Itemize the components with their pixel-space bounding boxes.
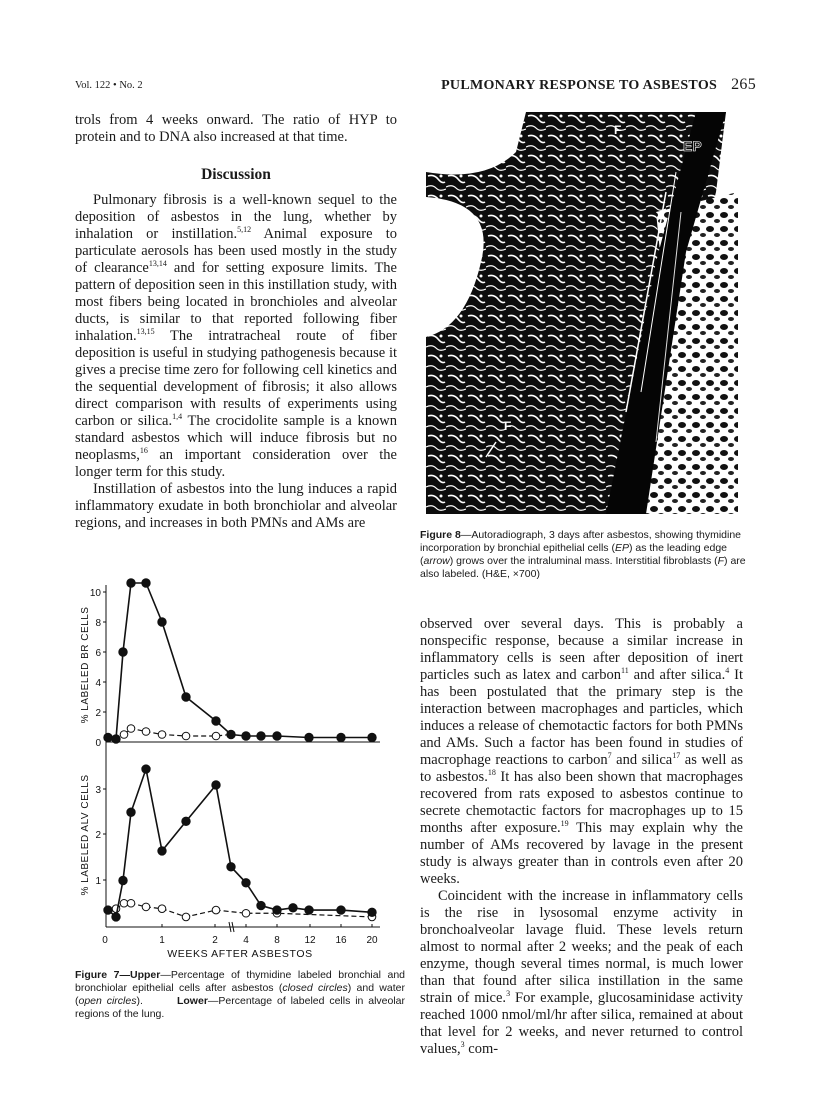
closed-circle-marker <box>337 733 345 741</box>
closed-circle-marker <box>119 648 127 656</box>
open-circle-marker <box>242 909 250 917</box>
left-column <box>75 112 397 532</box>
svg-text:12: 12 <box>304 935 316 946</box>
right-column <box>420 616 743 1058</box>
figure-7-chart <box>60 540 400 960</box>
closed-circle-marker <box>112 913 120 921</box>
open-circle-marker <box>158 731 166 739</box>
upper-y-ticks <box>90 588 102 749</box>
micrograph-label-f-top: F <box>614 123 622 137</box>
lower-y-ticks <box>95 785 101 887</box>
closed-circle-marker <box>273 906 281 914</box>
svg-text:0: 0 <box>102 935 108 946</box>
svg-text:1: 1 <box>95 876 101 887</box>
closed-circle-marker <box>368 733 376 741</box>
closed-circle-marker <box>273 732 281 740</box>
upper-axes <box>103 585 380 742</box>
closed-circle-marker <box>158 618 166 626</box>
closed-circle-marker <box>182 693 190 701</box>
journal-section-title: PULMONARY RESPONSE TO ASBESTOS <box>441 78 718 93</box>
open-circle-marker <box>120 731 128 739</box>
closed-circle-marker <box>112 735 120 743</box>
page-number: 265 <box>731 76 756 93</box>
closed-circle-marker <box>289 904 297 912</box>
closed-circle-marker <box>368 908 376 916</box>
closed-circle-marker <box>127 579 135 587</box>
open-circle-marker <box>142 903 150 911</box>
open-circle-marker <box>127 725 135 733</box>
closed-circle-marker <box>182 817 190 825</box>
lower-asbestos-series <box>104 765 376 921</box>
closed-circle-marker <box>212 781 220 789</box>
closed-circle-marker <box>158 847 166 855</box>
running-header-title <box>441 76 756 94</box>
open-circle-marker <box>182 732 190 740</box>
closed-circle-marker <box>257 732 265 740</box>
figure-8-caption: Figure 8—Autoradiograph, 3 days after asbestos, showing thymidine incorporation by bronchial epithelial cells (EP) as the leading edge (arrow) grows over the intraluminal mass. Interstitial fibroblasts (F) are also labeled. (H&E, ×700) <box>420 529 746 580</box>
closed-circle-marker <box>142 579 150 587</box>
svg-text:2: 2 <box>95 708 101 719</box>
open-circle-marker <box>120 899 128 907</box>
svg-text:16: 16 <box>335 935 347 946</box>
open-circle-marker <box>212 732 220 740</box>
paragraph-enzyme-activity: Coincident with the increase in inflammatory cells is the rise in lysosomal enzyme activity in bronchoalveolar lavage fluid. These levels return almost to normal after 2 weeks; and the peak of each enzyme, though several times normal, is much lower than that found after silica instillation in the same strain of mice.$^3$ For example, glucosaminidase activity reached 1000 nmol/ml/hr after silica, remained at about that level for 2 weeks, and never returned to control values,$^3$ com- <box>420 888 743 1057</box>
svg-text:8: 8 <box>95 618 101 629</box>
micrograph-label-f-bottom: F <box>504 419 512 433</box>
svg-text:2: 2 <box>95 830 101 841</box>
svg-text:2: 2 <box>212 935 218 946</box>
svg-text:20: 20 <box>366 935 378 946</box>
paragraph-continuation: trols from 4 weeks onward. The ratio of HYP to protein and to DNA also increased at that time. <box>75 112 397 145</box>
closed-circle-marker <box>242 879 250 887</box>
closed-circle-marker <box>337 906 345 914</box>
open-circle-marker <box>142 728 150 736</box>
svg-text:0: 0 <box>95 738 101 749</box>
closed-circle-marker <box>305 906 313 914</box>
paragraph-discussion-2: Instillation of asbestos into the lung induces a rapid inflammatory exudate in both bronchiolar and alveolar regions, and increases in both PMNs and AMs are <box>75 481 397 531</box>
x-ticks <box>102 935 378 946</box>
lower-y-label: % LABELED ALV CELLS <box>80 774 91 896</box>
upper-y-label: % LABELED BR CELLS <box>80 606 91 724</box>
closed-circle-marker <box>142 765 150 773</box>
running-header-volume: Vol. 122 • No. 2 <box>75 80 143 91</box>
closed-circle-marker <box>212 717 220 725</box>
svg-text:8: 8 <box>274 935 280 946</box>
upper-asbestos-series <box>104 579 376 743</box>
svg-text:4: 4 <box>95 678 101 689</box>
upper-water-series <box>120 725 235 740</box>
open-circle-marker <box>182 913 190 921</box>
micrograph-label-ep: EP <box>683 138 702 154</box>
closed-circle-marker <box>127 808 135 816</box>
open-circle-marker <box>127 899 135 907</box>
svg-text:4: 4 <box>243 935 249 946</box>
closed-circle-marker <box>104 906 112 914</box>
closed-circle-marker <box>104 733 112 741</box>
figure-8-micrograph <box>426 112 738 514</box>
closed-circle-marker <box>242 732 250 740</box>
chart-series <box>104 579 376 921</box>
paragraph-continuation-right: observed over several days. This is probably a nonspecific response, because a similar increase in inflammatory cells is seen after deposition of inert particles such as latex and carbon$^{11}$ and after silica.$^4$ It has been postulated that the primary step is the interaction between macrophages and particles, which induces a release of chemotactic factors for both PMNs and AMs. Such a factor has been found in studies of macrophage reactions to carbon$^7$ and silica$^{17}$ as well as to asbestos.$^{18}$ It has also been shown that macrophages recovered from rats exposed to asbestos continue to secrete chemotactic factors for macrophages up to 15 months after exposure.$^{19}$ This may explain why the number of AMs recovered by lavage in the present study is always greater than in controls even after 20 weeks. <box>420 616 744 887</box>
closed-circle-marker <box>119 876 127 884</box>
section-heading-discussion: Discussion <box>201 166 271 183</box>
svg-text:1: 1 <box>159 935 165 946</box>
open-circle-marker <box>212 906 220 914</box>
svg-text:10: 10 <box>89 588 101 599</box>
closed-circle-marker <box>227 863 235 871</box>
closed-circle-marker <box>227 730 235 738</box>
figure-7-svg <box>60 540 400 960</box>
svg-text:3: 3 <box>95 785 101 796</box>
svg-text:6: 6 <box>95 648 101 659</box>
open-circle-marker <box>158 905 166 913</box>
paragraph-discussion-1: Pulmonary fibrosis is a well-known sequel to the deposition of asbestos in the lung, whether by inhalation or instillation.$^{5,12}$ Animal exposure to particulate aerosols has been used mostly in the study of clearance$^{13,14}$ and for setting exposure limits. The pattern of deposition seen in this instillation study, with most fibers being located in bronchioles and alveolar ducts, is similar to that reported following fiber inhalation.$^{13,15}$ The intratracheal route of fiber deposition is useful in studying pathogenesis because it gives a precise time zero for following cell kinetics and the sequential development of fibrosis; it also allows direct comparison with results of experiments using carbon or silica.$^{1,4}$ The crocidolite sample is a known standard asbestos which will induce fibrosis but no neoplasms,$^{16}$ an important consideration over the longer term for this study. <box>75 192 397 480</box>
closed-circle-marker <box>257 901 265 909</box>
closed-circle-marker <box>305 733 313 741</box>
figure-7-caption: Figure 7—Upper—Percentage of thymidine labeled bronchial and bronchiolar epithelial cells after asbestos (closed circles) and water (open circles). Lower—Percentage of labeled cells in alveolar regions of the lung. <box>75 969 406 1020</box>
x-axis-label: WEEKS AFTER ASBESTOS <box>167 948 313 960</box>
